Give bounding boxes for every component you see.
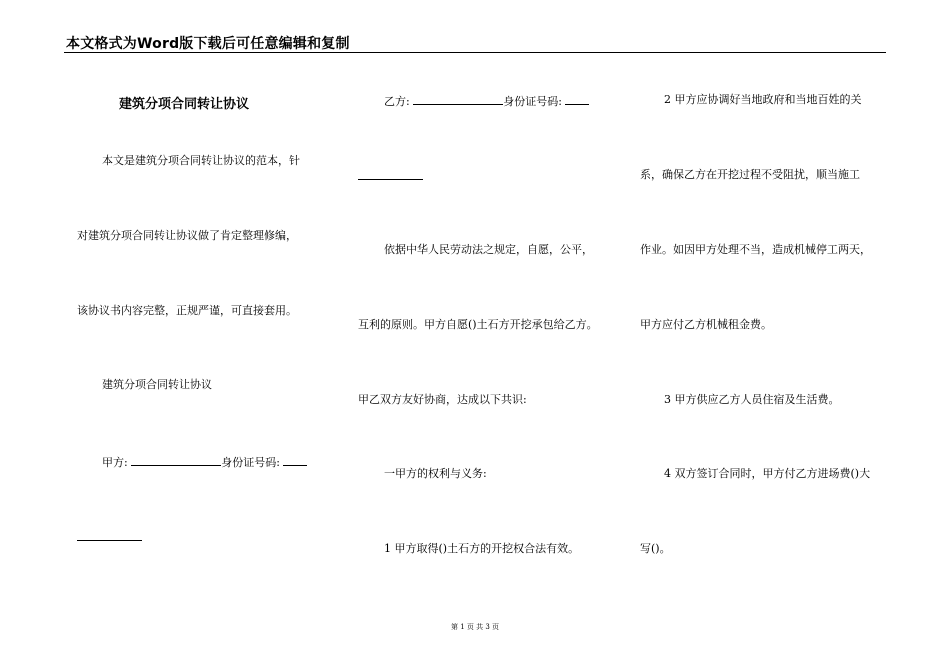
agreement-subtitle: 建筑分项合同转让协议: [102, 378, 212, 391]
item-4-line-1: 4 双方签订合同时，甲方付乙方进场费()大: [664, 467, 871, 480]
party-a-label: 甲方:: [102, 456, 128, 469]
item-2-line-2: 系，确保乙方在开挖过程不受阻扰，顺当施工: [640, 168, 860, 181]
header-title: 本文格式为Word版下载后可任意编辑和复制: [66, 36, 350, 52]
item-4-line-2: 写()。: [640, 542, 671, 555]
party-b-id-label: 身份证号码:: [503, 95, 562, 108]
document-title: 建筑分项合同转让协议: [119, 97, 250, 112]
party-a-name-blank: [131, 454, 221, 466]
party-a-id-label: 身份证号码:: [221, 456, 280, 469]
party-a-continuation-blank: [77, 540, 142, 541]
party-b-line: [384, 93, 589, 109]
party-a-id-blank: [283, 454, 307, 466]
item-2-line-1: 2 甲方应协调好当地政府和当地百姓的关: [664, 93, 862, 106]
item-2-line-4: 甲方应付乙方机械租金费。: [640, 318, 772, 331]
item-1: 1 甲方取得()土石方的开挖权合法有效。: [384, 542, 580, 555]
header-divider: [64, 52, 886, 53]
party-b-label: 乙方:: [384, 95, 410, 108]
section-1-heading: 一甲方的权利与义务:: [384, 467, 487, 480]
item-2-line-3: 作业。如因甲方处理不当，造成机械停工两天，: [640, 243, 871, 256]
party-b-name-blank: [413, 93, 503, 105]
basis-line-2: 互利的原则。甲方自愿()土石方开挖承包给乙方。: [358, 318, 598, 331]
basis-line-1: 依据中华人民劳动法之规定，自愿，公平，: [384, 243, 593, 256]
party-a-line: [102, 454, 307, 470]
party-b-id-blank: [565, 93, 589, 105]
intro-line-2: 对建筑分项合同转让协议做了肯定整理修编，: [77, 229, 297, 242]
page-number: 第 1 页 共 3 页: [450, 623, 500, 631]
item-3: 3 甲方供应乙方人员住宿及生活费。: [664, 393, 840, 406]
intro-line-3: 该协议书内容完整，正规严谨，可直接套用。: [77, 304, 297, 317]
consensus-line: 甲乙双方友好协商，达成以下共识:: [358, 393, 527, 406]
intro-line-1: 本文是建筑分项合同转让协议的范本，针: [102, 154, 300, 167]
party-b-continuation-blank: [358, 179, 423, 180]
